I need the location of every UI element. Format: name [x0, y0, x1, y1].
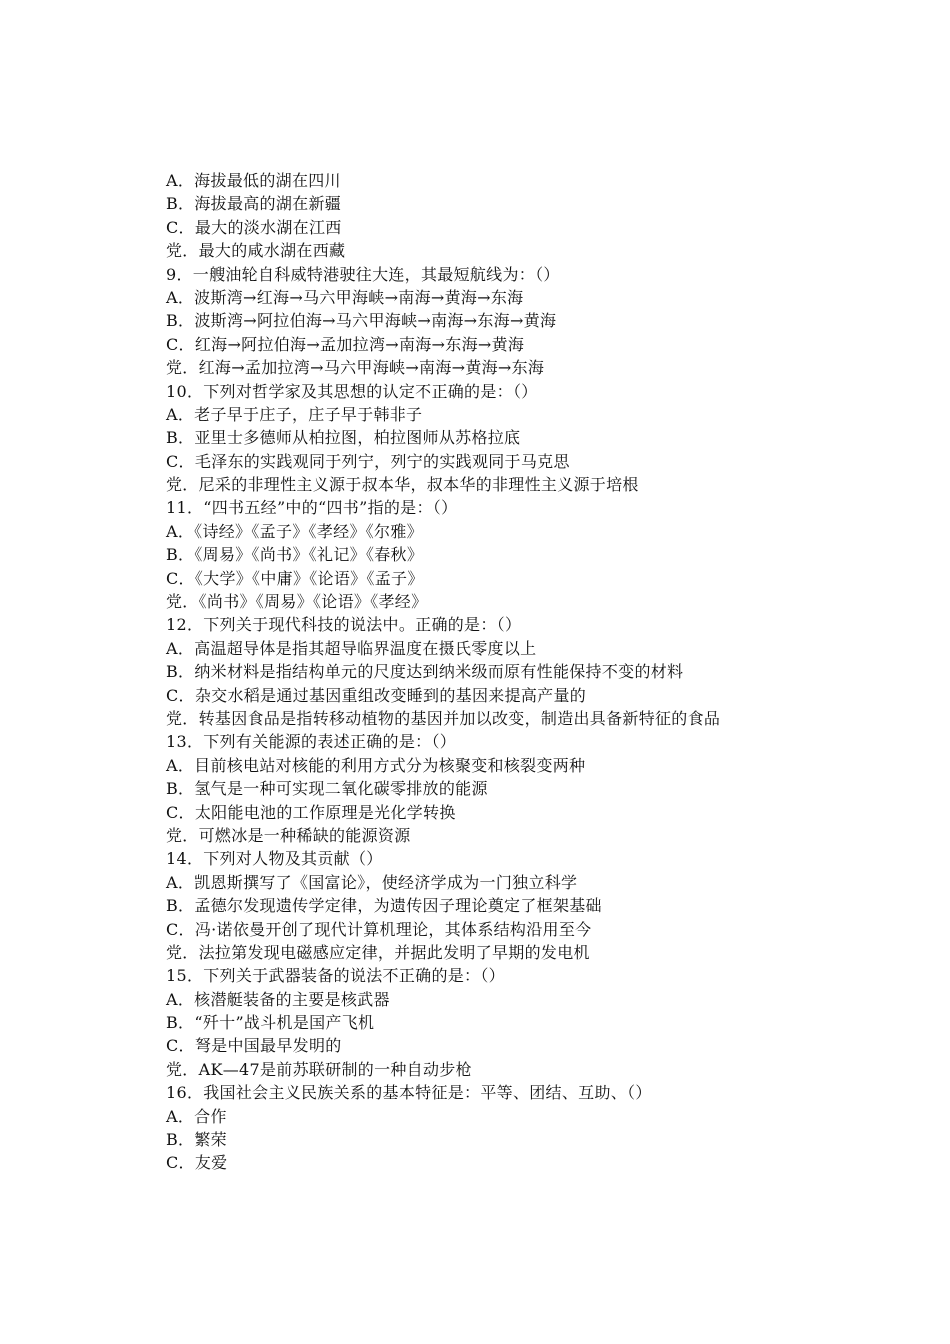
option-d-line: 党．最大的咸水湖在西藏 — [166, 241, 346, 261]
question-9-option-d: 党．红海→孟加拉湾→马六甲海峡→南海→黄海→东海 — [166, 358, 545, 378]
question-16-option-c: C．友爱 — [166, 1153, 228, 1173]
question-15-option-b: B．“歼十”战斗机是国产飞机 — [166, 1013, 375, 1033]
question-9-option-a: A．波斯湾→红海→马六甲海峡→南海→黄海→东海 — [166, 287, 524, 307]
question-14-option-b: B．孟德尔发现遗传学定律，为遗传因子理论奠定了框架基础 — [166, 896, 602, 916]
question-14-option-c: C．冯·诺依曼开创了现代计算机理论，其体系结构沿用至今 — [166, 919, 592, 939]
question-text-block — [166, 169, 886, 1175]
question-10: 10．下列对哲学家及其思想的认定不正确的是：（） — [166, 381, 538, 401]
question-15: 15．下列关于武器装备的说法不正确的是：（） — [166, 966, 505, 986]
question-13-option-a: A．目前核电站对核能的利用方式分为核聚变和核裂变两种 — [166, 755, 586, 775]
question-14-option-d: 党．法拉第发现电磁感应定律，并据此发明了早期的发电机 — [166, 942, 590, 962]
question-11-option-b: B．《周易》《尚书》《礼记》《春秋》 — [166, 545, 424, 565]
question-11: 11．“四书五经”中的“四书”指的是：（） — [166, 498, 458, 518]
question-16-option-a: A．合作 — [166, 1106, 227, 1126]
question-10-option-d: 党．尼采的非理性主义源于叔本华，叔本华的非理性主义源于培根 — [166, 475, 639, 495]
question-11-option-c: C．《大学》《中庸》《论语》《孟子》 — [166, 568, 424, 588]
question-12-option-c: C．杂交水稻是通过基因重组改变睡到的基因来提高产量的 — [166, 685, 587, 705]
question-11-option-a: A．《诗经》《孟子》《孝经》《尔雅》 — [166, 521, 423, 541]
question-10-option-b: B．亚里士多德师从柏拉图，柏拉图师从苏格拉底 — [166, 428, 521, 448]
question-13-option-c: C．太阳能电池的工作原理是光化学转换 — [166, 802, 456, 822]
question-14: 14．下列对人物及其贡献（） — [166, 849, 383, 869]
question-10-option-c: C．毛泽东的实践观同于列宁，列宁的实践观同于马克思 — [166, 451, 570, 471]
question-12-option-b: B．纳米材料是指结构单元的尺度达到纳米级而原有性能保持不变的材料 — [166, 662, 684, 682]
question-11-option-d: 党．《尚书》《周易》《论语》《孝经》 — [166, 592, 428, 612]
question-16: 16．我国社会主义民族关系的基本特征是：平等、团结、互助、（） — [166, 1083, 652, 1103]
question-9: 9．一艘油轮自科威特港驶往大连，其最短航线为：（） — [166, 264, 560, 284]
question-9-option-b: B．波斯湾→阿拉伯海→马六甲海峡→南海→东海→黄海 — [166, 311, 557, 331]
question-12-option-a: A．高温超导体是指其超导临界温度在摄氏零度以上 — [166, 638, 537, 658]
option-c-line: C．最大的淡水湖在江西 — [166, 217, 342, 237]
question-13-option-d: 党．可燃冰是一种稀缺的能源资源 — [166, 825, 411, 845]
question-13: 13．下列有关能源的表述正确的是：（） — [166, 732, 457, 752]
question-12-option-d: 党．转基因食品是指转移动植物的基因并加以改变，制造出具备新特征的食品 — [166, 708, 721, 728]
question-15-option-a: A．核潜艇装备的主要是核武器 — [166, 989, 390, 1009]
question-15-option-d: 党．AK—47是前苏联研制的一种自动步枪 — [166, 1059, 472, 1079]
question-12: 12．下列关于现代科技的说法中。正确的是：（） — [166, 615, 522, 635]
option-b-line: B．海拔最高的湖在新疆 — [166, 194, 342, 214]
option-a-line: A．海拔最低的湖在四川 — [166, 171, 341, 190]
question-15-option-c: C．弩是中国最早发明的 — [166, 1036, 342, 1056]
question-14-option-a: A．凯恩斯撰写了《国富论》，使经济学成为一门独立科学 — [166, 872, 578, 892]
question-16-option-b: B．繁荣 — [166, 1130, 227, 1150]
question-13-option-b: B．氢气是一种可实现二氧化碳零排放的能源 — [166, 779, 488, 799]
question-9-option-c: C．红海→阿拉伯海→孟加拉湾→南海→东海→黄海 — [166, 334, 525, 354]
question-10-option-a: A．老子早于庄子，庄子早于韩非子 — [166, 404, 423, 424]
